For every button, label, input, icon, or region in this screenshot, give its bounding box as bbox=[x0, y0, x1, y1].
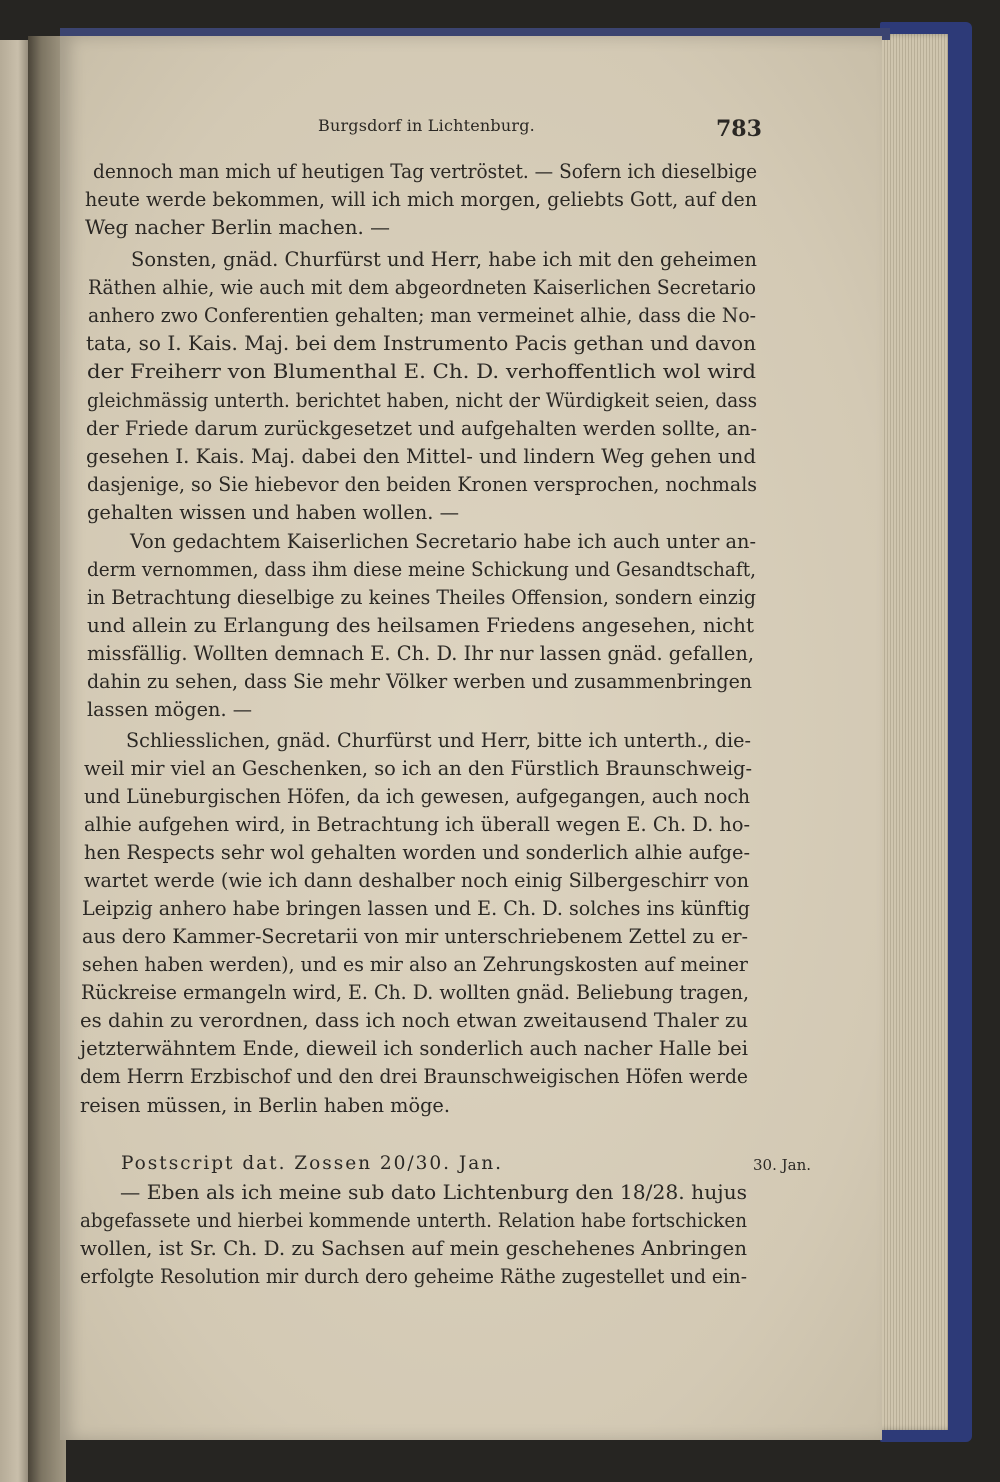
page-number: 783 bbox=[716, 116, 762, 142]
postscript-heading: Postscript dat. Zossen 20/30. Jan. bbox=[121, 1152, 504, 1174]
body-text-line: der Friede darum zurückgesetzet und aufgehalten werden sollte, an- bbox=[86, 417, 757, 440]
body-text-line: tata, so I. Kais. Maj. bei dem Instrumento Pacis gethan und davon bbox=[86, 332, 756, 355]
body-text-line: Rückreise ermangeln wird, E. Ch. D. wollten gnäd. Beliebung tragen, bbox=[81, 981, 749, 1004]
body-text-line: dennoch man mich uf heutigen Tag vertröstet. — Sofern ich dieselbige bbox=[93, 160, 758, 183]
body-text-line: wartet werde (wie ich dann deshalber noch einig Silbergeschirr von bbox=[84, 869, 750, 892]
body-text-line: und allein zu Erlangung des heilsamen Friedens angesehen, nicht bbox=[87, 614, 755, 637]
body-text-line: Räthen alhie, wie auch mit dem abgeordneten Kaiserlichen Secretario bbox=[88, 276, 757, 299]
body-text-line: weil mir viel an Geschenken, so ich an den Fürstlich Braunschweig- bbox=[84, 757, 753, 780]
body-text-line: dem Herrn Erzbischof und den drei Braunschweigischen Höfen werde bbox=[80, 1065, 748, 1088]
body-text-line: dahin zu sehen, dass Sie mehr Völker werben und zusammenbringen bbox=[87, 670, 753, 693]
body-text-line: jetzterwähntem Ende, dieweil ich sonderlich auch nacher Halle bei bbox=[80, 1037, 749, 1060]
body-text-line: missfällig. Wollten demnach E. Ch. D. Ihr nur lassen gnäd. gefallen, bbox=[87, 642, 755, 665]
body-text-line: Schliesslichen, gnäd. Churfürst und Herr, bitte ich unterth., die- bbox=[126, 729, 751, 752]
margin-date-note: 30. Jan. bbox=[753, 1156, 812, 1174]
body-text-line: der Freiherr von Blumenthal E. Ch. D. verhoffentlich wol wird bbox=[87, 360, 756, 383]
body-text-line: hen Respects sehr wol gehalten worden und sonderlich alhie aufge- bbox=[84, 841, 750, 864]
body-text-line: anhero zwo Conferentien gehalten; man vermeinet alhie, dass die No- bbox=[88, 304, 756, 327]
body-text-line: lassen mögen. — bbox=[87, 698, 253, 721]
body-text-line: gehalten wissen und haben wollen. — bbox=[87, 501, 459, 524]
postscript-text-line: erfolgte Resolution mir durch dero geheime Räthe zugestellet und ein- bbox=[80, 1265, 748, 1288]
body-text-line: gesehen I. Kais. Maj. dabei den Mittel- und lindern Weg gehen und bbox=[86, 445, 756, 468]
body-text-line: sehen haben werden), und es mir also an Zehrungskosten auf meiner bbox=[82, 953, 748, 976]
running-head: Burgsdorf in Lichtenburg. bbox=[318, 116, 535, 135]
body-text-line: heute werde bekommen, will ich mich morgen, geliebts Gott, auf den bbox=[85, 188, 758, 211]
body-text-line: in Betrachtung dieselbige zu keines Theiles Offension, sondern einzig bbox=[87, 586, 757, 609]
body-text-line: Sonsten, gnäd. Churfürst und Herr, habe ich mit den geheimen bbox=[131, 248, 757, 271]
body-text-line: reisen müssen, in Berlin haben möge. bbox=[80, 1094, 450, 1117]
body-text-line: und Lüneburgischen Höfen, da ich gewesen, aufgegangen, auch noch bbox=[84, 785, 750, 808]
body-text-line: Leipzig anhero habe bringen lassen und E. Ch. D. solches ins künftig bbox=[82, 897, 751, 920]
postscript-text-line: abgefassete und hierbei kommende unterth. Relation habe fortschicken bbox=[80, 1209, 747, 1232]
body-text-line: Weg nacher Berlin machen. — bbox=[85, 216, 390, 239]
body-text-line: dasjenige, so Sie hiebevor den beiden Kronen versprochen, nochmals bbox=[87, 473, 758, 496]
body-text-line: alhie aufgehen wird, in Betrachtung ich überall wegen E. Ch. D. ho- bbox=[84, 813, 750, 836]
postscript-text-line: — Eben als ich meine sub dato Lichtenburg den 18/28. hujus bbox=[120, 1181, 748, 1204]
body-text-line: es dahin zu verordnen, dass ich noch etwan zweitausend Thaler zu bbox=[80, 1009, 749, 1032]
body-text-line: gleichmässig unterth. berichtet haben, nicht der Würdigkeit seien, dass bbox=[87, 389, 758, 412]
body-text-line: aus dero Kammer-Secretarii von mir unterschriebenem Zettel zu er- bbox=[82, 925, 749, 948]
body-text-line: Von gedachtem Kaiserlichen Secretario habe ich auch unter an- bbox=[130, 530, 756, 553]
body-text-line: derm vernommen, dass ihm diese meine Schickung und Gesandtschaft, bbox=[87, 558, 756, 581]
postscript-text-line: wollen, ist Sr. Ch. D. zu Sachsen auf mein geschehenes Anbringen bbox=[80, 1237, 748, 1260]
